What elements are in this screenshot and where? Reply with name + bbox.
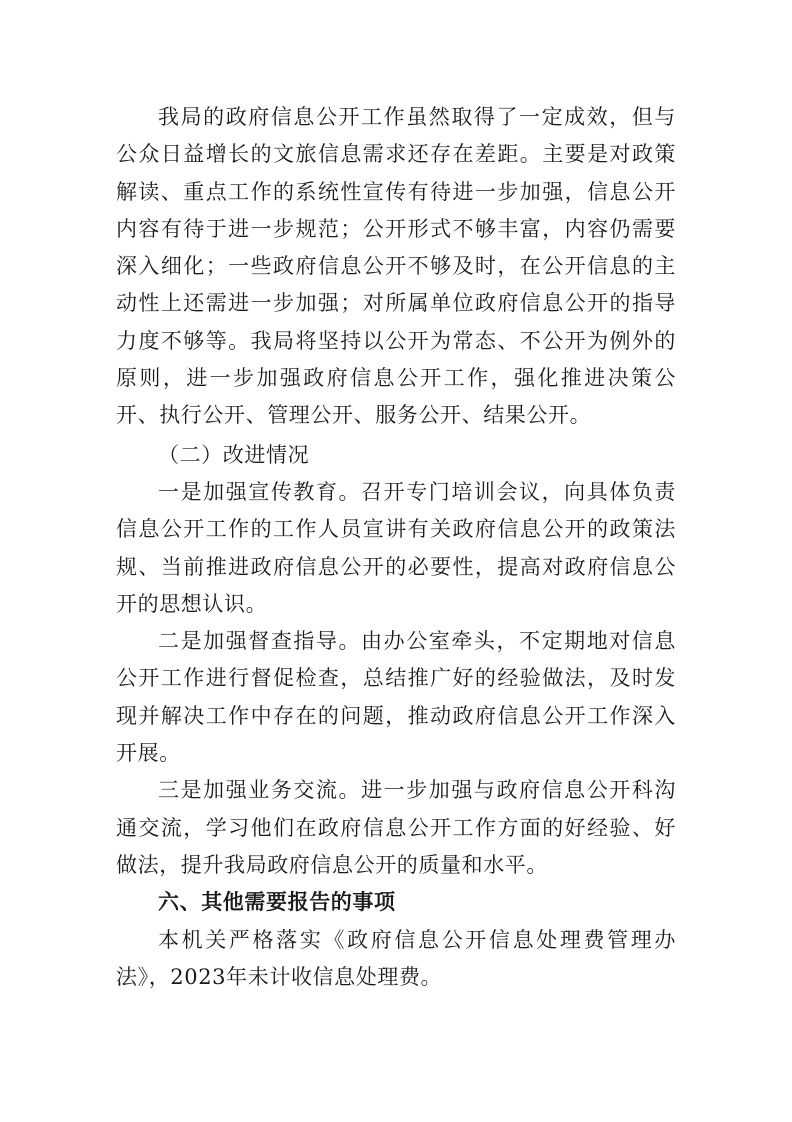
paragraph-summary: 我局的政府信息公开工作虽然取得了一定成效，但与公众日益增长的文旅信息需求还存在差距。主要是对政策解读、重点工作的系统性宣传有待进一步加强，信息公开内容有待于进一步规范；公开形式不够丰富，内容仍需要深入细化；一些政府信息公开不够及时，在公开信息的主动性上还需进一步加强；对所属单位政府信息公开的指导力度不够等。我局将坚持以公开为常态、不公开为例外的原则，进一步加强政府信息公开工作，强化推进决策公开、执行公开、管理公开、服务公开、结果公开。 [116, 105, 676, 428]
paragraph-item-1: 一是加强宣传教育。召开专门培训会议，向具体负责信息公开工作的工作人员宣讲有关政府信息公开的政策法规、当前推进政府信息公开的必要性，提高对政府信息公开的思想认识。 [116, 479, 676, 616]
paragraph-item-2: 二是加强督查指导。由办公室牵头，不定期地对信息公开工作进行督促检查，总结推广好的经验做法，及时发现并解决工作中存在的问题，推动政府信息公开工作深入开展。 [116, 629, 676, 766]
paragraph-other-matters: 本机关严格落实《政府信息公开信息处理费管理办法》，2023年未计收信息处理费。 [116, 927, 676, 989]
subheading-improvement: （二）改进情况 [158, 442, 310, 467]
paragraph-item-3: 三是加强业务交流。进一步加强与政府信息公开科沟通交流，学习他们在政府信息公开工作方面的好经验、好做法，提升我局政府信息公开的质量和水平。 [116, 778, 676, 877]
heading-other-matters: 六、其他需要报告的事项 [158, 890, 396, 915]
document-body [116, 99, 676, 996]
